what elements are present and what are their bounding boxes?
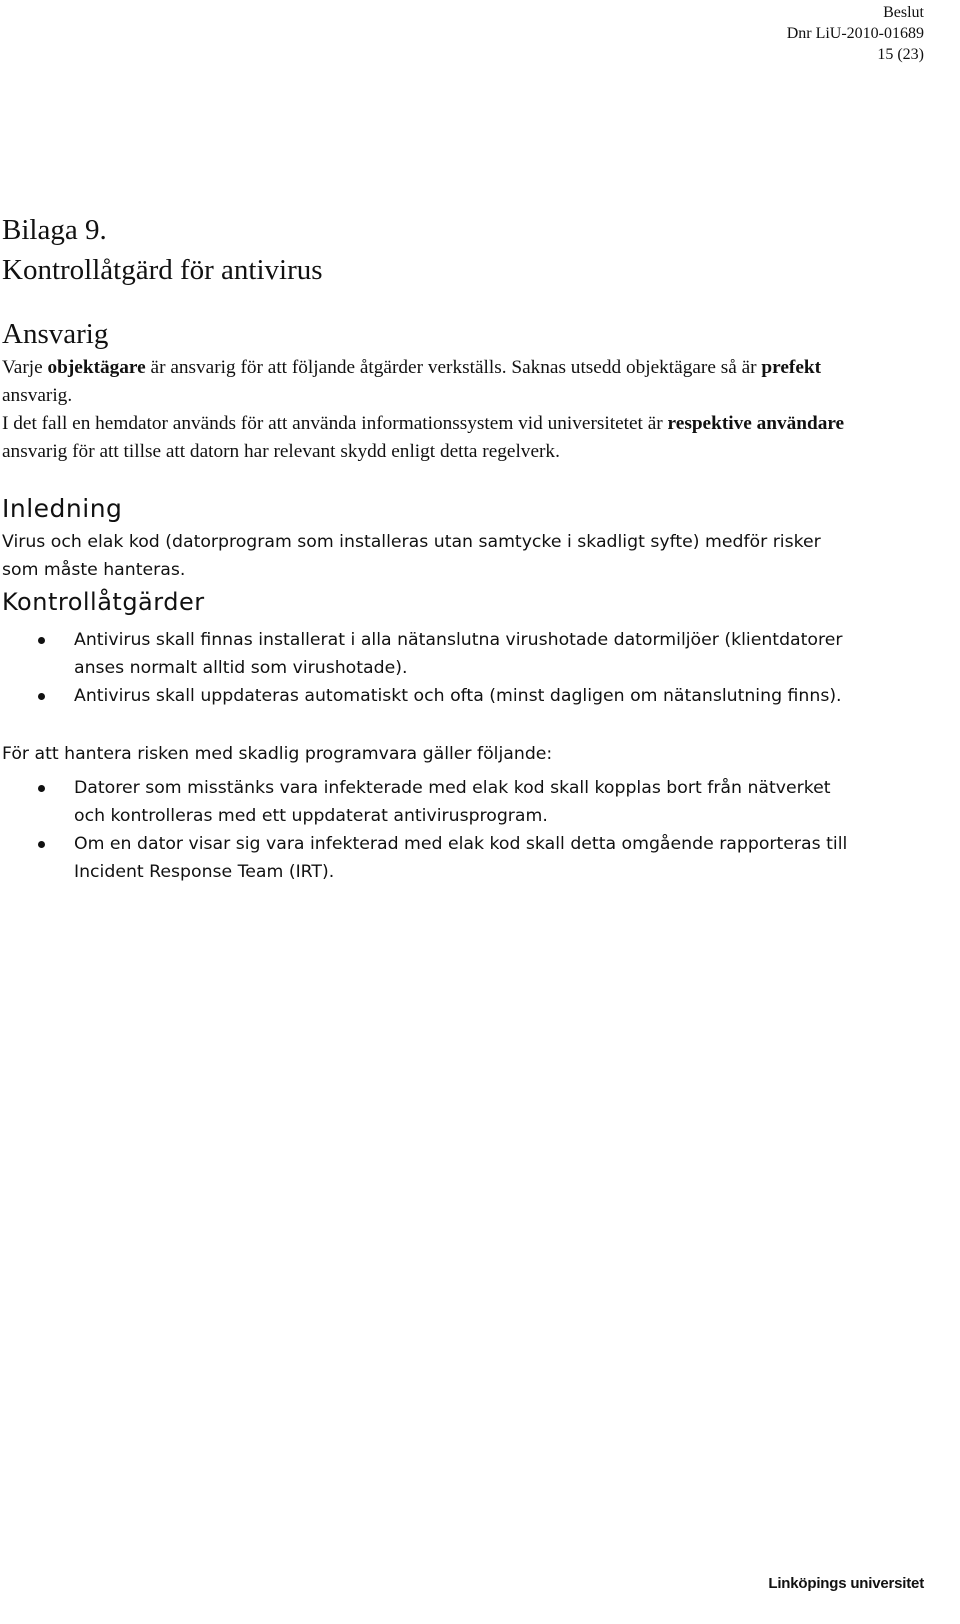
ansvarig-paragraph-1: Varje objektägare är ansvarig för att följande åtgärder verkställs. Saknas utsedd objektägare så är prefekt ansvarig.: [2, 357, 822, 406]
risk-intro: För att hantera risken med skadlig programvara gäller följande:: [2, 744, 553, 764]
document-header: [787, 2, 924, 65]
section-heading-ansvarig: Ansvarig: [2, 318, 109, 350]
bullet-icon: [38, 637, 45, 644]
bullet-icon: [38, 785, 45, 792]
section-heading-kontrollatgarder: Kontrollåtgärder: [2, 588, 205, 616]
section-heading-inledning: Inledning: [2, 494, 123, 523]
ansvarig-paragraph-2: I det fall en hemdator används för att använda informationssystem vid universitetet är respektive användare ansvarig för att tillse att datorn har relevant skydd enligt detta regelverk.: [2, 413, 845, 462]
appendix-title: [2, 210, 852, 290]
risk-list: [2, 774, 852, 886]
appendix-name: Kontrollåtgärd för antivirus: [2, 254, 323, 286]
bullet-icon: [38, 693, 45, 700]
list-item: Om en dator visar sig vara infekterad med elak kod skall detta omgående rapporteras till Incident Response Team (IRT).: [2, 830, 852, 886]
document-body: [2, 210, 852, 886]
appendix-label: Bilaga 9.: [2, 214, 107, 246]
inledning-paragraph: Virus och elak kod (datorprogram som installeras utan samtycke i skadligt syfte) medför risker som måste hanteras.: [2, 532, 821, 580]
list-item: Antivirus skall finnas installerat i alla nätanslutna virushotade datormiljöer (klientdatorer anses normalt alltid som virushotade).: [2, 626, 852, 682]
list-item: Antivirus skall uppdateras automatiskt och ofta (minst dagligen om nätanslutning finns).: [2, 682, 852, 710]
kontrollatgarder-list: [2, 626, 852, 710]
document-reference: Dnr LiU-2010-01689: [786, 25, 924, 42]
list-item: Datorer som misstänks vara infekterade med elak kod skall kopplas bort från nätverket och kontrolleras med ett uppdaterat antivirusprogram.: [2, 774, 852, 830]
university-logo: Linköpings universitet: [768, 1575, 924, 1592]
document-type: Beslut: [883, 4, 924, 21]
page-number: 15 (23): [877, 46, 924, 63]
bullet-icon: [38, 841, 45, 848]
